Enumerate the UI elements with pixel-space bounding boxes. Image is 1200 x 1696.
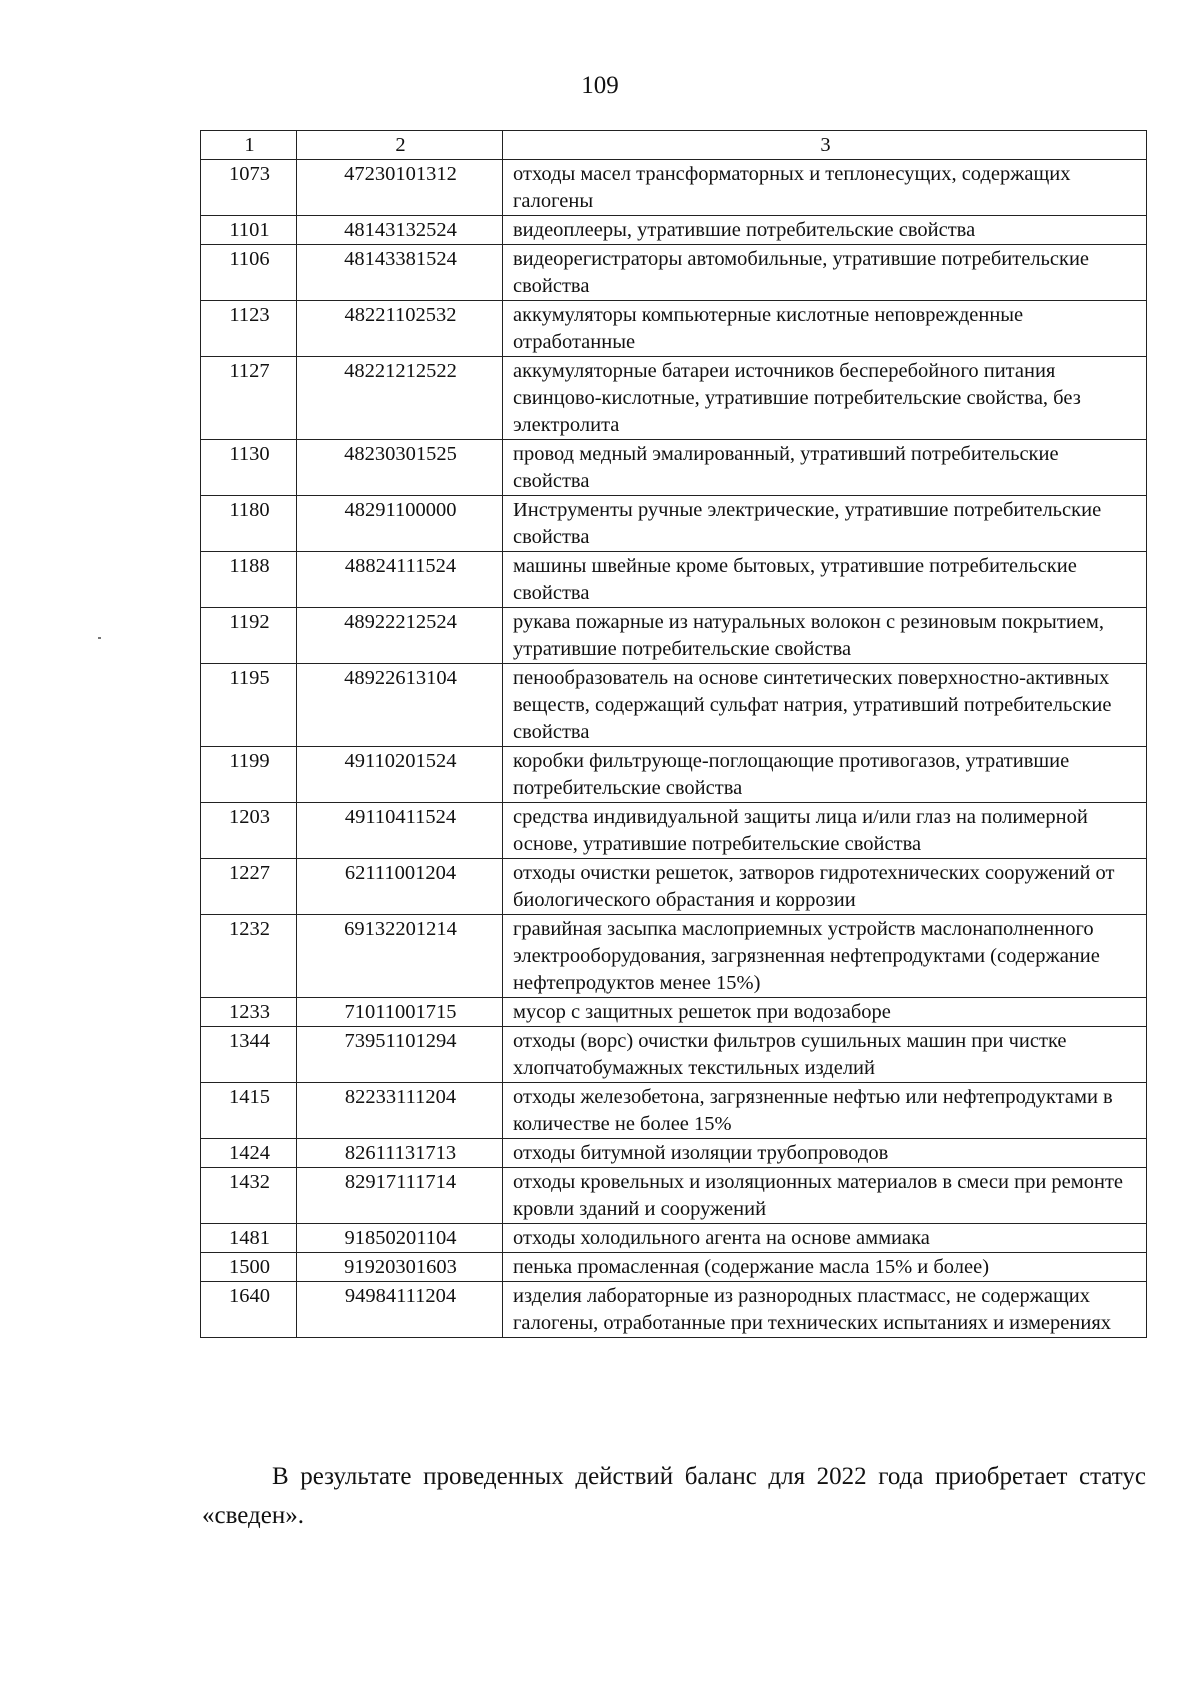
row-number-cell: 1232	[201, 915, 297, 998]
waste-name-cell: аккумуляторные батареи источников бесперебойного питания свинцово-кислотные, утратившие потребительские свойства, без электролита	[503, 357, 1147, 440]
row-number-cell: 1424	[201, 1139, 297, 1168]
table-row	[201, 747, 1147, 803]
scan-mark	[98, 637, 101, 639]
row-number-cell: 1640	[201, 1282, 297, 1338]
row-number-cell: 1227	[201, 859, 297, 915]
row-number-cell: 1123	[201, 301, 297, 357]
table-row	[201, 1139, 1147, 1168]
waste-code-cell: 82917111714	[297, 1168, 503, 1224]
waste-name-cell: отходы очистки решеток, затворов гидротехнических сооружений от биологического обрастания и коррозии	[503, 859, 1147, 915]
table-row	[201, 664, 1147, 747]
waste-code-cell: 69132201214	[297, 915, 503, 998]
waste-code-cell: 48824111524	[297, 552, 503, 608]
waste-name-cell: изделия лабораторные из разнородных пластмасс, не содержащих галогены, отработанные при технических испытаниях и измерениях	[503, 1282, 1147, 1338]
table-row	[201, 859, 1147, 915]
waste-code-cell: 73951101294	[297, 1027, 503, 1083]
waste-name-cell: аккумуляторы компьютерные кислотные неповрежденные отработанные	[503, 301, 1147, 357]
row-number-cell: 1199	[201, 747, 297, 803]
waste-code-cell: 48230301525	[297, 440, 503, 496]
row-number-cell: 1188	[201, 552, 297, 608]
table-body	[201, 160, 1147, 1338]
table-row	[201, 1027, 1147, 1083]
waste-name-cell: отходы холодильного агента на основе аммиака	[503, 1224, 1147, 1253]
waste-name-cell: видеоплееры, утратившие потребительские свойства	[503, 216, 1147, 245]
closing-paragraph: В результате проведенных действий баланс для 2022 года приобретает статус «сведен».	[202, 1463, 1146, 1529]
waste-name-cell: отходы масел трансформаторных и теплонесущих, содержащих галогены	[503, 160, 1147, 216]
page-number: 109	[581, 72, 619, 99]
table-row	[201, 301, 1147, 357]
waste-name-cell: Инструменты ручные электрические, утратившие потребительские свойства	[503, 496, 1147, 552]
table-row	[201, 803, 1147, 859]
waste-name-cell: пенообразователь на основе синтетических поверхностно-активных веществ, содержащий сульфат натрия, утративший потребительские свойства	[503, 664, 1147, 747]
waste-name-cell: гравийная засыпка маслоприемных устройств маслонаполненного электрооборудования, загрязненная нефтепродуктами (содержание нефтепродуктов менее 15%)	[503, 915, 1147, 998]
waste-code-cell: 71011001715	[297, 998, 503, 1027]
column-header-3: 3	[503, 131, 1147, 160]
waste-name-cell: средства индивидуальной защиты лица и/или глаз на полимерной основе, утратившие потребительские свойства	[503, 803, 1147, 859]
waste-code-cell: 48291100000	[297, 496, 503, 552]
waste-name-cell: рукава пожарные из натуральных волокон с резиновым покрытием, утратившие потребительские свойства	[503, 608, 1147, 664]
row-number-cell: 1415	[201, 1083, 297, 1139]
row-number-cell: 1127	[201, 357, 297, 440]
waste-code-cell: 48922212524	[297, 608, 503, 664]
table-row	[201, 357, 1147, 440]
waste-code-cell: 82611131713	[297, 1139, 503, 1168]
waste-code-cell: 48143381524	[297, 245, 503, 301]
waste-code-cell: 49110411524	[297, 803, 503, 859]
waste-name-cell: отходы железобетона, загрязненные нефтью или нефтепродуктами в количестве не более 15%	[503, 1083, 1147, 1139]
table-row	[201, 496, 1147, 552]
table-row	[201, 1253, 1147, 1282]
row-number-cell: 1180	[201, 496, 297, 552]
table-row	[201, 608, 1147, 664]
table-row	[201, 1083, 1147, 1139]
waste-name-cell: видеорегистраторы автомобильные, утратившие потребительские свойства	[503, 245, 1147, 301]
waste-name-cell: машины швейные кроме бытовых, утратившие потребительские свойства	[503, 552, 1147, 608]
waste-code-cell: 48221102532	[297, 301, 503, 357]
waste-code-cell: 49110201524	[297, 747, 503, 803]
table-row	[201, 998, 1147, 1027]
table-header-row	[201, 131, 1147, 160]
waste-name-cell: отходы битумной изоляции трубопроводов	[503, 1139, 1147, 1168]
waste-name-cell: отходы кровельных и изоляционных материалов в смеси при ремонте кровли зданий и сооружений	[503, 1168, 1147, 1224]
table-row	[201, 915, 1147, 998]
waste-code-cell: 48221212522	[297, 357, 503, 440]
waste-code-cell: 91850201104	[297, 1224, 503, 1253]
table-row	[201, 216, 1147, 245]
row-number-cell: 1130	[201, 440, 297, 496]
waste-code-cell: 62111001204	[297, 859, 503, 915]
table-row	[201, 1224, 1147, 1253]
table-row	[201, 1168, 1147, 1224]
row-number-cell: 1203	[201, 803, 297, 859]
waste-code-cell: 91920301603	[297, 1253, 503, 1282]
row-number-cell: 1481	[201, 1224, 297, 1253]
waste-code-cell: 94984111204	[297, 1282, 503, 1338]
table-row	[201, 552, 1147, 608]
row-number-cell: 1233	[201, 998, 297, 1027]
waste-name-cell: мусор с защитных решеток при водозаборе	[503, 998, 1147, 1027]
waste-code-cell: 47230101312	[297, 160, 503, 216]
table-row	[201, 245, 1147, 301]
waste-name-cell: провод медный эмалированный, утративший потребительские свойства	[503, 440, 1147, 496]
column-header-2: 2	[297, 131, 503, 160]
waste-name-cell: отходы (ворс) очистки фильтров сушильных машин при чистке хлопчатобумажных текстильных изделий	[503, 1027, 1147, 1083]
column-header-1: 1	[201, 131, 297, 160]
row-number-cell: 1073	[201, 160, 297, 216]
row-number-cell: 1106	[201, 245, 297, 301]
row-number-cell: 1195	[201, 664, 297, 747]
waste-code-cell: 82233111204	[297, 1083, 503, 1139]
row-number-cell: 1192	[201, 608, 297, 664]
waste-table	[200, 130, 1147, 1338]
table-row	[201, 440, 1147, 496]
waste-name-cell: пенька промасленная (содержание масла 15% и более)	[503, 1253, 1147, 1282]
waste-code-cell: 48143132524	[297, 216, 503, 245]
table-row	[201, 1282, 1147, 1338]
waste-code-cell: 48922613104	[297, 664, 503, 747]
row-number-cell: 1500	[201, 1253, 297, 1282]
row-number-cell: 1101	[201, 216, 297, 245]
row-number-cell: 1344	[201, 1027, 297, 1083]
waste-name-cell: коробки фильтрующе-поглощающие противогазов, утратившие потребительские свойства	[503, 747, 1147, 803]
table-row	[201, 160, 1147, 216]
row-number-cell: 1432	[201, 1168, 297, 1224]
